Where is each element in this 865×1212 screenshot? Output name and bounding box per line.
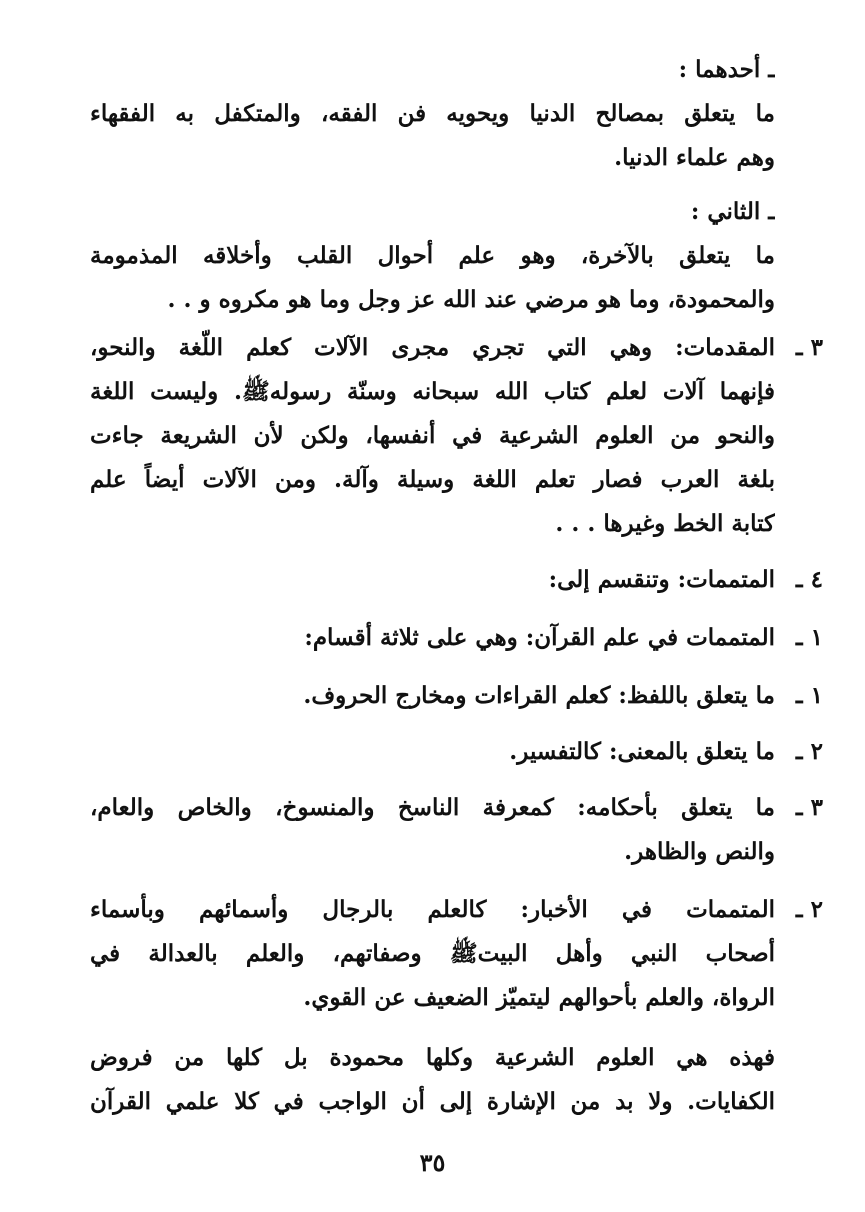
text-line: والمحمودة، وما هو مرضي عند الله عز وجل وما هو مكروه و . . — [167, 286, 775, 313]
page-number: ٣٥ — [419, 1148, 446, 1177]
text-line: ما يتعلق باللفظ: كعلم القراءات ومخارج الحروف. — [303, 682, 775, 709]
text-line: ما يتعلق بمصالح الدنيا ويحويه فن الفقه، والمتكفل به الفقهاء — [90, 100, 775, 127]
item-number: ٤ ـ — [795, 566, 823, 593]
item-number: ٣ ـ — [795, 794, 823, 821]
text-line: كتابة الخط وغيرها . . . — [555, 510, 775, 537]
text-line: وهم علماء الدنيا. — [614, 144, 775, 171]
text-line: المتممات في علم القرآن: وهي على ثلاثة أقسام: — [304, 624, 775, 651]
quran-wording — [90, 674, 775, 718]
introductions-paragraph — [90, 326, 775, 546]
conclusion-paragraph — [90, 1036, 775, 1080]
first-category-heading: ـ أحدهما : — [678, 56, 775, 83]
text-line: فهذه هي العلوم الشرعية وكلها محمودة بل كلها من فروض — [90, 1044, 775, 1071]
item-number: ١ ـ — [795, 682, 823, 709]
item-number: ٢ ـ — [795, 896, 823, 923]
text-line: المتممات في الأخبار: كالعلم بالرجال وأسمائهم وبأسماء — [90, 896, 775, 923]
text-line: أصحاب النبي وأهل البيتﷺ وصفاتهم، والعلم بالعدالة في — [90, 940, 775, 967]
quran-complements — [90, 616, 775, 660]
second-category-heading: ـ الثاني : — [690, 198, 775, 225]
item-number: ١ ـ — [795, 624, 823, 651]
text-line: الرواة، والعلم بأحوالهم ليتميّز الضعيف عن القوي. — [303, 984, 775, 1011]
narrations-complements — [90, 888, 775, 1020]
quran-rulings — [90, 786, 775, 874]
text-line: والنص والظاهر. — [624, 838, 775, 865]
first-category — [90, 48, 775, 180]
second-category — [90, 190, 775, 322]
item-number: ٣ ـ — [795, 334, 823, 361]
text-line: المقدمات: وهي التي تجري مجرى الآلات كعلم اللّغة والنحو، — [90, 334, 775, 361]
complements-heading — [90, 558, 775, 602]
text-line: ما يتعلق بأحكامه: كمعرفة الناسخ والمنسوخ، والخاص والعام، — [90, 794, 775, 821]
text-line: المتممات: وتنقسم إلى: — [548, 566, 775, 593]
text-line: والنحو من العلوم الشرعية في أنفسها، ولكن لأن الشريعة جاءت — [90, 422, 775, 449]
text-line: ما يتعلق بالمعنى: كالتفسير. — [509, 738, 775, 765]
conclusion-paragraph-cont — [90, 1080, 775, 1124]
text-line: ما يتعلق بالآخرة، وهو علم أحوال القلب وأخلاقه المذمومة — [90, 242, 775, 269]
quran-meaning — [90, 730, 775, 774]
item-number: ٢ ـ — [795, 738, 823, 765]
text-line: بلغة العرب فصار تعلم اللغة وسيلة وآلة. ومن الآلات أيضاً علم — [90, 466, 775, 493]
text-line: الكفايات. ولا بد من الإشارة إلى أن الواجب في كلا علمي القرآن — [90, 1088, 775, 1115]
text-line: فإنهما آلات لعلم كتاب الله سبحانه وسنّة رسولهﷺ. وليست اللغة — [90, 378, 775, 405]
